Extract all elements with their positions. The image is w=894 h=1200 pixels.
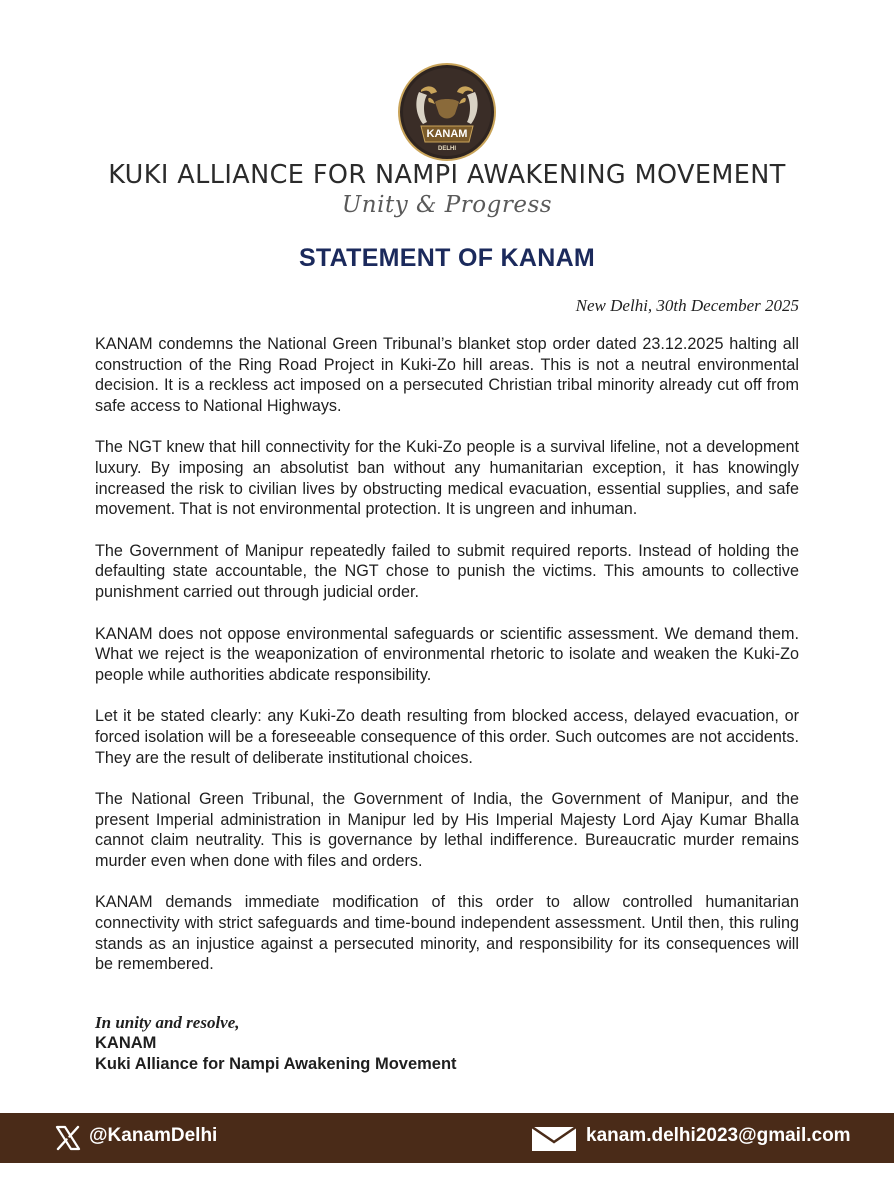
dateline: New Delhi, 30th December 2025 (575, 296, 799, 315)
signoff (95, 1012, 457, 1075)
logo-subtext: DELHI (438, 146, 456, 152)
email-link[interactable]: kanam.delhi2023@gmail.com (586, 1125, 851, 1146)
signoff-greeting: In unity and resolve, (95, 1013, 240, 1032)
signoff-short-name: KANAM (95, 1034, 157, 1052)
paragraph: KANAM does not oppose environmental safeguards or scientific assessment. We demand them. What we reject is the weaponization of environmental rhetoric to isolate and weaken the Kuki-Zo people while authorities abdicate responsibility. (95, 624, 799, 684)
tagline: Unity & Progress (341, 192, 553, 218)
mail-icon (531, 1126, 577, 1152)
paragraph: The Government of Manipur repeatedly failed to submit required reports. Instead of holding the defaulting state accountable, the NGT chose to punish the victims. This amounts to collective punishment carried out through judicial order. (95, 541, 799, 601)
logo-text: KANAM (426, 128, 468, 140)
organization-name: KUKI ALLIANCE FOR NAMPI AWAKENING MOVEMENT (108, 160, 786, 190)
signoff-full-name: Kuki Alliance for Nampi Awakening Movement (95, 1055, 457, 1073)
paragraph: The National Green Tribunal, the Government of India, the Government of Manipur, and the present Imperial administration in Manipur led by His Imperial Majesty Lord Ajay Kumar Bhalla cannot claim neutrality. This is governance by lethal indifference. Bureaucratic murder remains murder even when done with files and orders. (95, 790, 799, 870)
statement-body (95, 334, 799, 996)
paragraph: KANAM condemns the National Green Tribunal’s blanket stop order dated 23.12.2025 halting all construction of the Ring Road Project in Kuki-Zo hill areas. This is not a neutral environmental decision. It is a reckless act imposed on a persecuted Christian tribal minority already cut off from safe access to National Highways. (95, 335, 799, 415)
paragraph: The NGT knew that hill connectivity for the Kuki-Zo people is a survival lifeline, not a development luxury. By imposing an absolutist ban without any humanitarian exception, it has knowingly increased the risk to civilian lives by obstructing medical evacuation, essential supplies, and safe movement. That is not environmental protection. It is ungreen and inhuman. (95, 438, 799, 519)
footer-bar (0, 1113, 894, 1163)
x-logo-icon (55, 1125, 81, 1151)
statement-title: STATEMENT OF KANAM (298, 244, 596, 272)
x-handle-link[interactable]: @KanamDelhi (89, 1125, 218, 1146)
kanam-logo (397, 62, 497, 162)
paragraph: Let it be stated clearly: any Kuki-Zo death resulting from blocked access, delayed evacuation, or forced isolation will be a foreseeable consequence of this order. Such outcomes are not accidents. They are the result of deliberate institutional choices. (95, 707, 799, 767)
kanam-emblem-icon (397, 62, 497, 162)
paragraph: KANAM demands immediate modification of this order to allow controlled humanitarian connectivity with strict safeguards and time-bound independent assessment. Until then, this ruling stands as an injustice against a persecuted minority, and responsibility for its consequences will be remembered. (95, 893, 799, 974)
